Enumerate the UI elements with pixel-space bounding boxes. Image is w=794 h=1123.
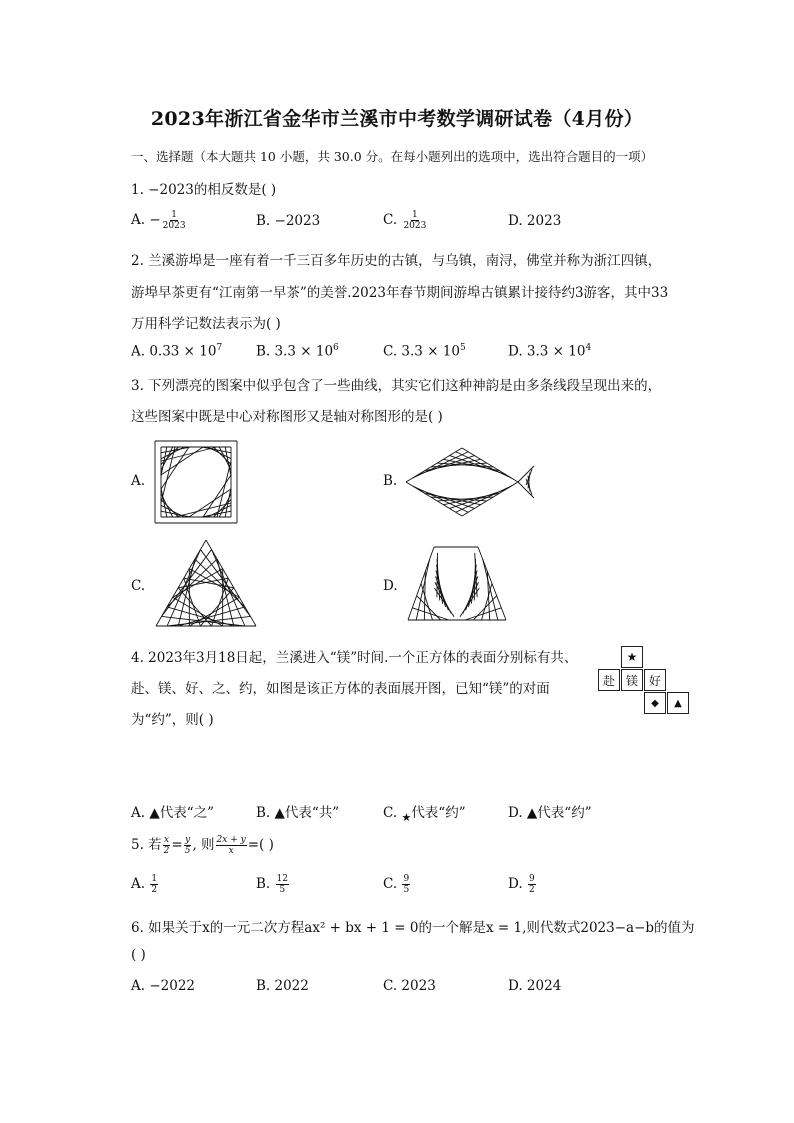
q5-frac1 — [163, 835, 171, 856]
q5-f1-num: x — [164, 835, 170, 845]
q3-option-c-label: C. — [131, 578, 146, 594]
q3-figure-b-fish — [404, 446, 536, 518]
q5-option-a — [131, 874, 159, 895]
q1-c-num: 1 — [412, 210, 418, 220]
q3-option-a-label: A. — [131, 473, 146, 489]
q2-line2: 游埠早茶更有“江南第一早茶”的美誉.2023年春节期间游埠古镇累计接待约3游客，其中33 — [131, 285, 669, 301]
q5-a-den: 2 — [151, 885, 158, 895]
q5-b-den: 5 — [279, 885, 286, 895]
q5-d-num: 9 — [528, 874, 535, 884]
q1-c-fraction — [402, 210, 427, 231]
q5-c-frac — [402, 874, 410, 895]
q1-option-b: B. −2023 — [256, 213, 321, 229]
q4-c-text: 代表“约” — [411, 805, 466, 821]
net-cell-diamond: ◆ — [644, 692, 666, 714]
q6-line2: ( ) — [131, 947, 146, 963]
q5-d-frac — [528, 874, 536, 895]
q4-option-d: D. ▲代表“约” — [508, 805, 592, 821]
q2-d-base: D. 3.3 × 10 — [508, 343, 586, 360]
q5-d-label: D. — [508, 876, 523, 892]
q2-a-exp: 7 — [216, 343, 223, 353]
q5-c-num: 9 — [403, 874, 410, 884]
q5-option-d — [508, 874, 537, 895]
q3-option-d-label: D. — [383, 578, 398, 594]
q2-c-base: C. 3.3 × 10 — [383, 343, 460, 360]
q1-option-d: D. 2023 — [508, 213, 562, 229]
q3-line2: 这些图案中既是中心对称图形又是轴对称图形的是( ) — [131, 409, 443, 425]
q5-a-label: A. — [131, 876, 146, 892]
q5-c-den: 5 — [403, 885, 410, 895]
net-cell-mei: 镁 — [621, 669, 643, 691]
q2-d-exp: 4 — [585, 343, 592, 353]
q5-option-b — [256, 874, 290, 895]
q5-a-num: 1 — [151, 874, 158, 884]
q2-line3: 万用科学记数法表示为( ) — [131, 316, 281, 332]
star-icon: ★ — [401, 811, 412, 824]
q2-option-d — [508, 343, 591, 360]
q5-eq: = — [171, 837, 183, 853]
q1-c-label: C. — [383, 212, 398, 228]
q3-line1: 3. 下列漂亮的图案中似乎包含了一些曲线，其实它们这种神韵是由多条线段呈现出来的， — [131, 378, 662, 394]
q1-a-label: A. — [131, 212, 146, 228]
q5-b-frac — [276, 874, 289, 895]
q5-f2-num: y — [185, 835, 191, 845]
q5-option-c — [383, 874, 411, 895]
q2-line1: 2. 兰溪游埠是一座有着一千三百多年历史的古镇，与乌镇，南浔，佛堂并称为浙江四镇， — [131, 253, 662, 269]
q2-b-exp: 6 — [333, 343, 339, 353]
net-cell-triangle: ▲ — [667, 692, 689, 714]
q3-option-b-label: B. — [383, 473, 398, 489]
net-cell-star: ★ — [621, 646, 643, 668]
q5-b-num: 12 — [276, 874, 288, 884]
q1-option-a — [131, 210, 188, 231]
cube-net — [597, 646, 691, 716]
q2-b-base: B. 3.3 × 10 — [256, 343, 334, 360]
q5-frac2 — [184, 835, 192, 856]
section-heading: 一、选择题（本大题共 10 小题，共 30.0 分。在每小题列出的选项中，选出符合题目的一项） — [131, 149, 654, 164]
q4-line3: 为“约”，则( ) — [131, 712, 214, 728]
q2-a-base: A. 0.33 × 10 — [131, 343, 217, 360]
q5-mid: , 则 — [192, 837, 215, 853]
q5-f3-den: x — [228, 846, 234, 856]
net-cell-hao: 好 — [644, 669, 666, 691]
q5-c-label: C. — [383, 876, 398, 892]
q3-figure-d-cup — [404, 544, 510, 624]
q5-post: =( ) — [247, 837, 274, 853]
q4-c-label: C. — [383, 805, 398, 821]
net-cell-fu: 赴 — [598, 669, 620, 691]
q6-line1: 6. 如果关于x的一元二次方程ax² + bx + 1 = 0的一个解是x = 1,则代数式2023−a−b的值为 — [131, 920, 695, 936]
q1-a-den: 2023 — [162, 221, 186, 231]
q5-frac3 — [216, 835, 247, 856]
q5-f1-den: 2 — [163, 846, 170, 856]
q4-option-b: B. ▲代表“共” — [256, 805, 340, 821]
q2-c-exp: 5 — [459, 343, 466, 353]
q1-a-num: 1 — [171, 210, 177, 220]
page-title: 2023年浙江省金华市兰溪市中考数学调研试卷（4月份） — [150, 108, 644, 130]
q6-option-d: D. 2024 — [508, 978, 562, 994]
q1-a-fraction — [162, 210, 187, 231]
q4-option-c — [383, 801, 466, 824]
q4-line1: 4. 2023年3月18日起，兰溪进入“镁”时间.一个正方体的表面分别标有共、 — [131, 650, 578, 666]
q1-stem: 1. −2023的相反数是( ) — [131, 182, 277, 198]
q5-d-den: 2 — [528, 885, 535, 895]
q5-f3-num: 2x + y — [216, 835, 246, 845]
q5-f2-den: 5 — [184, 846, 191, 856]
q2-option-b — [256, 343, 339, 360]
q4-option-a: A. ▲代表“之” — [131, 805, 215, 821]
q3-figure-c-triangle — [154, 538, 258, 630]
q6-option-a: A. −2022 — [131, 978, 195, 994]
q4-line2: 赴、镁、好、之、约，如图是该正方体的表面展开图，已知“镁”的对面 — [131, 681, 550, 697]
q5-a-frac — [150, 874, 158, 895]
q5-stem — [131, 833, 274, 856]
q5-b-label: B. — [256, 876, 271, 892]
q1-option-c — [383, 210, 428, 231]
q1-c-den: 2023 — [403, 221, 427, 231]
q6-option-b: B. 2022 — [256, 978, 309, 994]
q5-pre: 5. 若 — [131, 837, 162, 853]
q3-figure-a-square — [154, 440, 238, 524]
q1-a-sign: − — [149, 212, 161, 228]
q2-option-c — [383, 343, 466, 360]
q6-option-c: C. 2023 — [383, 978, 436, 994]
q2-option-a — [131, 343, 222, 360]
